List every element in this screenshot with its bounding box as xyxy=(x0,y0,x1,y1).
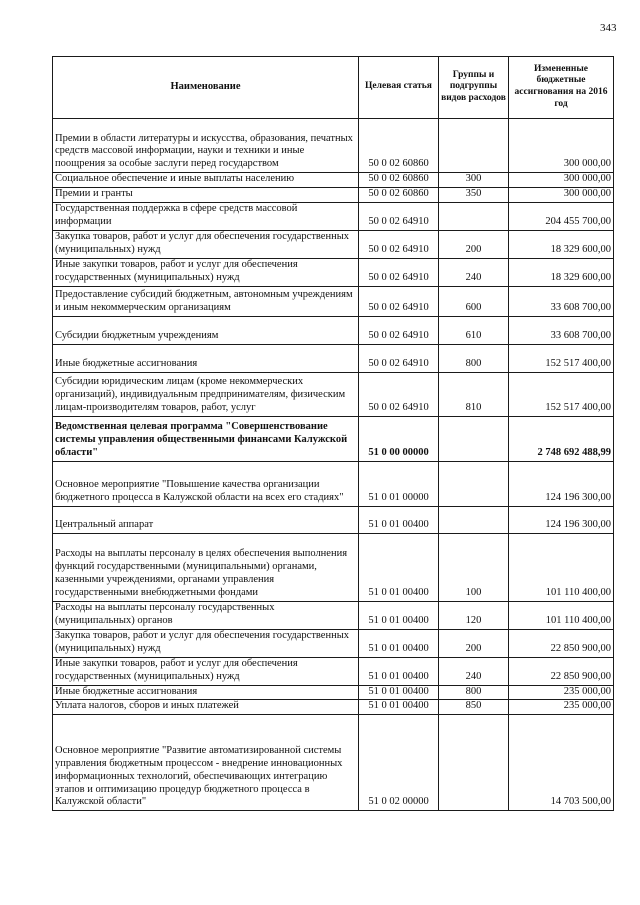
row-amount: 300 000,00 xyxy=(509,119,614,173)
row-target-code: 50 0 02 60860 xyxy=(359,173,439,188)
row-amount: 101 110 400,00 xyxy=(509,533,614,601)
row-group-code: 240 xyxy=(439,258,509,286)
row-group-code xyxy=(439,416,509,461)
row-target-code: 50 0 02 64910 xyxy=(359,316,439,344)
row-target-code: 50 0 02 64910 xyxy=(359,230,439,258)
table-row xyxy=(53,202,614,230)
header-target: Целевая статья xyxy=(359,57,439,119)
row-group-code: 120 xyxy=(439,601,509,629)
table-row xyxy=(53,372,614,416)
table-row xyxy=(53,533,614,601)
row-name: Премии в области литературы и искусства, образования, печатных средств массовой информации, науки и техники и иные поощрения за особые заслуги перед государством xyxy=(53,119,359,173)
row-group-code xyxy=(439,119,509,173)
table-row xyxy=(53,173,614,188)
row-amount: 124 196 300,00 xyxy=(509,461,614,506)
row-group-code xyxy=(439,202,509,230)
row-name: Социальное обеспечение и иные выплаты населению xyxy=(53,173,359,188)
row-name: Закупка товаров, работ и услуг для обеспечения государственных (муниципальных) нужд xyxy=(53,629,359,657)
row-target-code: 51 0 00 00000 xyxy=(359,416,439,461)
table-body xyxy=(53,119,614,811)
row-amount: 22 850 900,00 xyxy=(509,657,614,685)
row-name: Центральный аппарат xyxy=(53,506,359,533)
row-amount: 33 608 700,00 xyxy=(509,286,614,316)
row-name: Субсидии юридическим лицам (кроме некоммерческих организаций), индивидуальным предпринимателям, физическим лицам-производителям товаров, работ, услуг xyxy=(53,372,359,416)
row-target-code: 51 0 01 00400 xyxy=(359,629,439,657)
row-target-code: 50 0 02 64910 xyxy=(359,286,439,316)
row-group-code: 200 xyxy=(439,230,509,258)
table-row xyxy=(53,685,614,700)
row-amount: 152 517 400,00 xyxy=(509,344,614,372)
table-header-row xyxy=(53,57,614,119)
row-name: Расходы на выплаты персоналу в целях обеспечения выполнения функций государственными (муниципальными) органами, казенными учреждениями, органами управления государственными внебюджетными фондами xyxy=(53,533,359,601)
row-target-code: 51 0 01 00000 xyxy=(359,461,439,506)
row-name: Государственная поддержка в сфере средств массовой информации xyxy=(53,202,359,230)
row-target-code: 51 0 01 00400 xyxy=(359,601,439,629)
row-amount: 18 329 600,00 xyxy=(509,230,614,258)
row-group-code: 800 xyxy=(439,685,509,700)
table-row xyxy=(53,715,614,811)
table-row xyxy=(53,230,614,258)
row-amount: 22 850 900,00 xyxy=(509,629,614,657)
row-group-code: 610 xyxy=(439,316,509,344)
table-row xyxy=(53,286,614,316)
table-row xyxy=(53,506,614,533)
table-row xyxy=(53,629,614,657)
table-row xyxy=(53,700,614,715)
row-group-code: 350 xyxy=(439,187,509,202)
header-amount: Измененные бюджетные ассигнования на 2016 год xyxy=(509,57,614,119)
row-name: Основное мероприятие "Повышение качества организации бюджетного процесса в Калужской области на всех его стадиях" xyxy=(53,461,359,506)
row-name: Закупка товаров, работ и услуг для обеспечения государственных (муниципальных) нужд xyxy=(53,230,359,258)
row-target-code: 51 0 02 00000 xyxy=(359,715,439,811)
row-amount: 300 000,00 xyxy=(509,173,614,188)
header-name: Наименование xyxy=(53,57,359,119)
row-amount: 152 517 400,00 xyxy=(509,372,614,416)
row-amount: 235 000,00 xyxy=(509,700,614,715)
row-target-code: 50 0 02 64910 xyxy=(359,344,439,372)
table-row xyxy=(53,187,614,202)
row-name: Премии и гранты xyxy=(53,187,359,202)
row-name: Субсидии бюджетным учреждениям xyxy=(53,316,359,344)
table-row xyxy=(53,316,614,344)
row-group-code: 300 xyxy=(439,173,509,188)
row-name: Иные бюджетные ассигнования xyxy=(53,344,359,372)
table-row xyxy=(53,461,614,506)
row-group-code xyxy=(439,461,509,506)
row-amount: 235 000,00 xyxy=(509,685,614,700)
row-name: Предоставление субсидий бюджетным, автономным учреждениям и иным некоммерческим организациям xyxy=(53,286,359,316)
row-amount: 14 703 500,00 xyxy=(509,715,614,811)
row-target-code: 50 0 02 64910 xyxy=(359,372,439,416)
row-group-code: 850 xyxy=(439,700,509,715)
row-amount: 101 110 400,00 xyxy=(509,601,614,629)
row-name: Основное мероприятие "Развитие автоматизированной системы управления бюджетным процессом - внедрение инновационных информационных технологий, обеспечивающих интеграцию этапов и оптимизацию процедур бюджетного процесса в Калужской области" xyxy=(53,715,359,811)
row-name: Иные закупки товаров, работ и услуг для обеспечения государственных (муниципальных) нужд xyxy=(53,258,359,286)
row-amount: 300 000,00 xyxy=(509,187,614,202)
row-name: Уплата налогов, сборов и иных платежей xyxy=(53,700,359,715)
header-group: Группы и подгруппы видов расходов xyxy=(439,57,509,119)
row-target-code: 50 0 02 60860 xyxy=(359,119,439,173)
row-amount: 2 748 692 488,99 xyxy=(509,416,614,461)
row-group-code xyxy=(439,715,509,811)
row-target-code: 51 0 01 00400 xyxy=(359,657,439,685)
row-name: Иные закупки товаров, работ и услуг для обеспечения государственных (муниципальных) нужд xyxy=(53,657,359,685)
table-row xyxy=(53,344,614,372)
budget-table xyxy=(52,56,614,811)
row-amount: 18 329 600,00 xyxy=(509,258,614,286)
row-group-code xyxy=(439,506,509,533)
table-row xyxy=(53,416,614,461)
row-amount: 124 196 300,00 xyxy=(509,506,614,533)
table-row xyxy=(53,258,614,286)
row-target-code: 50 0 02 64910 xyxy=(359,258,439,286)
row-group-code: 100 xyxy=(439,533,509,601)
row-group-code: 810 xyxy=(439,372,509,416)
row-group-code: 600 xyxy=(439,286,509,316)
row-name: Ведомственная целевая программа "Совершенствование системы управления общественными финансами Калужской области" xyxy=(53,416,359,461)
row-name: Иные бюджетные ассигнования xyxy=(53,685,359,700)
row-name: Расходы на выплаты персоналу государственных (муниципальных) органов xyxy=(53,601,359,629)
row-group-code: 200 xyxy=(439,629,509,657)
table-row xyxy=(53,601,614,629)
row-amount: 204 455 700,00 xyxy=(509,202,614,230)
row-group-code: 240 xyxy=(439,657,509,685)
row-target-code: 51 0 01 00400 xyxy=(359,700,439,715)
row-amount: 33 608 700,00 xyxy=(509,316,614,344)
table-row xyxy=(53,657,614,685)
row-target-code: 51 0 01 00400 xyxy=(359,685,439,700)
row-target-code: 51 0 01 00400 xyxy=(359,506,439,533)
row-target-code: 50 0 02 60860 xyxy=(359,187,439,202)
table-row xyxy=(53,119,614,173)
page-number: 343 xyxy=(600,22,617,34)
row-group-code: 800 xyxy=(439,344,509,372)
row-target-code: 51 0 01 00400 xyxy=(359,533,439,601)
row-target-code: 50 0 02 64910 xyxy=(359,202,439,230)
